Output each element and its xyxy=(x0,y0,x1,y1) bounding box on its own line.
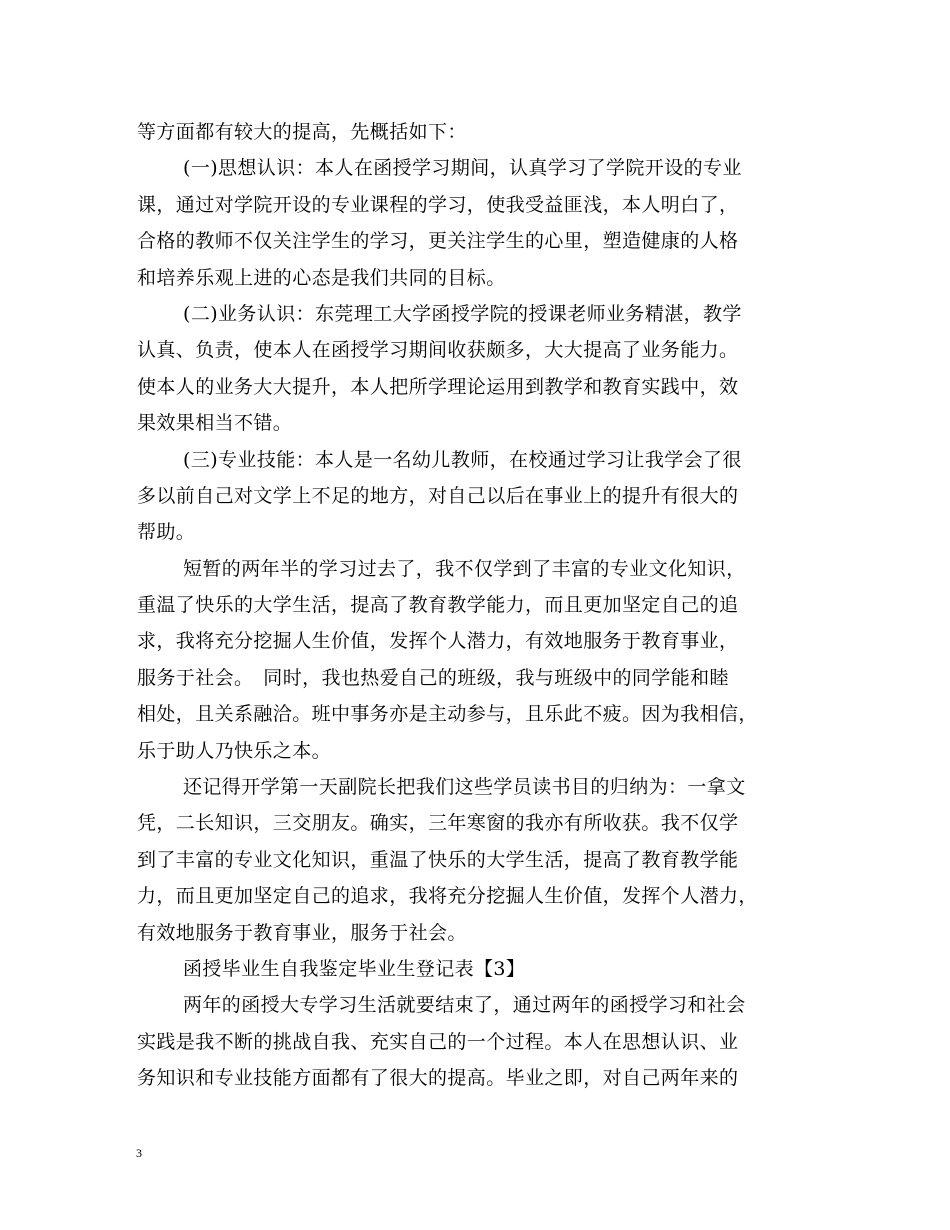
text-line: (三)专业技能：本人是一名幼儿教师，在校通过学习让我学会了很 xyxy=(183,448,742,471)
text-line: 果效果相当不错。 xyxy=(137,412,293,435)
text-line: 务知识和专业技能方面都有了很大的提高。毕业之即，对自己两年来的 xyxy=(137,1067,739,1090)
text-line: 多以前自己对文学上不足的地方，对自己以后在事业上的提升有很大的 xyxy=(137,484,739,507)
text-line: 凭，二长知识，三交朋友。确实，三年寒窗的我亦有所收获。我不仅学 xyxy=(137,812,739,835)
text-line: 乐于助人乃快乐之本。 xyxy=(137,739,332,762)
section-heading: 函授毕业生自我鉴定毕业生登记表【3】 xyxy=(183,957,526,980)
body-text xyxy=(137,114,819,1097)
text-line: 实践是我不断的挑战自我、充实自己的一个过程。本人在思想认识、业 xyxy=(137,1030,739,1053)
text-line: 力，而且更加坚定自己的追求，我将充分挖掘人生价值，发挥个人潜力， xyxy=(137,885,758,908)
text-line: 求，我将充分挖掘人生价值，发挥个人潜力，有效地服务于教育事业， xyxy=(137,630,739,653)
text-line: 重温了快乐的大学生活，提高了教育教学能力，而且更加坚定自己的追 xyxy=(137,594,739,617)
text-line: 认真、负责，使本人在函授学习期间收获颇多，大大提高了业务能力。 xyxy=(137,339,739,362)
text-line: 有效地服务于教育事业，服务于社会。 xyxy=(137,921,467,944)
page-number: 3 xyxy=(136,1146,142,1160)
text-line: (一)思想认识：本人在函授学习期间，认真学习了学院开设的专业 xyxy=(183,157,742,180)
text-line: 帮助。 xyxy=(137,521,196,544)
text-line: 使本人的业务大大提升，本人把所学理论运用到教学和教育实践中，效 xyxy=(137,375,739,398)
text-line: 还记得开学第一天副院长把我们这些学员读书目的归纳为：一拿文 xyxy=(183,776,746,799)
text-line: 短暂的两年半的学习过去了，我不仅学到了丰富的专业文化知识， xyxy=(183,557,746,580)
text-line: 相处，且关系融洽。班中事务亦是主动参与，且乐此不疲。因为我相信， xyxy=(137,703,758,726)
text-line: 和培养乐观上进的心态是我们共同的目标。 xyxy=(137,266,506,289)
text-line: 两年的函授大专学习生活就要结束了，通过两年的函授学习和社会 xyxy=(183,994,746,1017)
text-line: 等方面都有较大的提高，先概括如下： xyxy=(137,121,467,143)
text-line: (二)业务认识：东莞理工大学函授学院的授课老师业务精湛，教学 xyxy=(183,302,742,325)
text-line: 合格的教师不仅关注学生的学习，更关注学生的心里，塑造健康的人格 xyxy=(137,230,739,253)
text-line: 到了丰富的专业文化知识，重温了快乐的大学生活，提高了教育教学能 xyxy=(137,848,739,871)
text-line: 课，通过对学院开设的专业课程的学习，使我受益匪浅，本人明白了， xyxy=(137,193,739,216)
text-line: 服务于社会。 同时，我也热爱自己的班级，我与班级中的同学能和睦 xyxy=(137,666,729,689)
